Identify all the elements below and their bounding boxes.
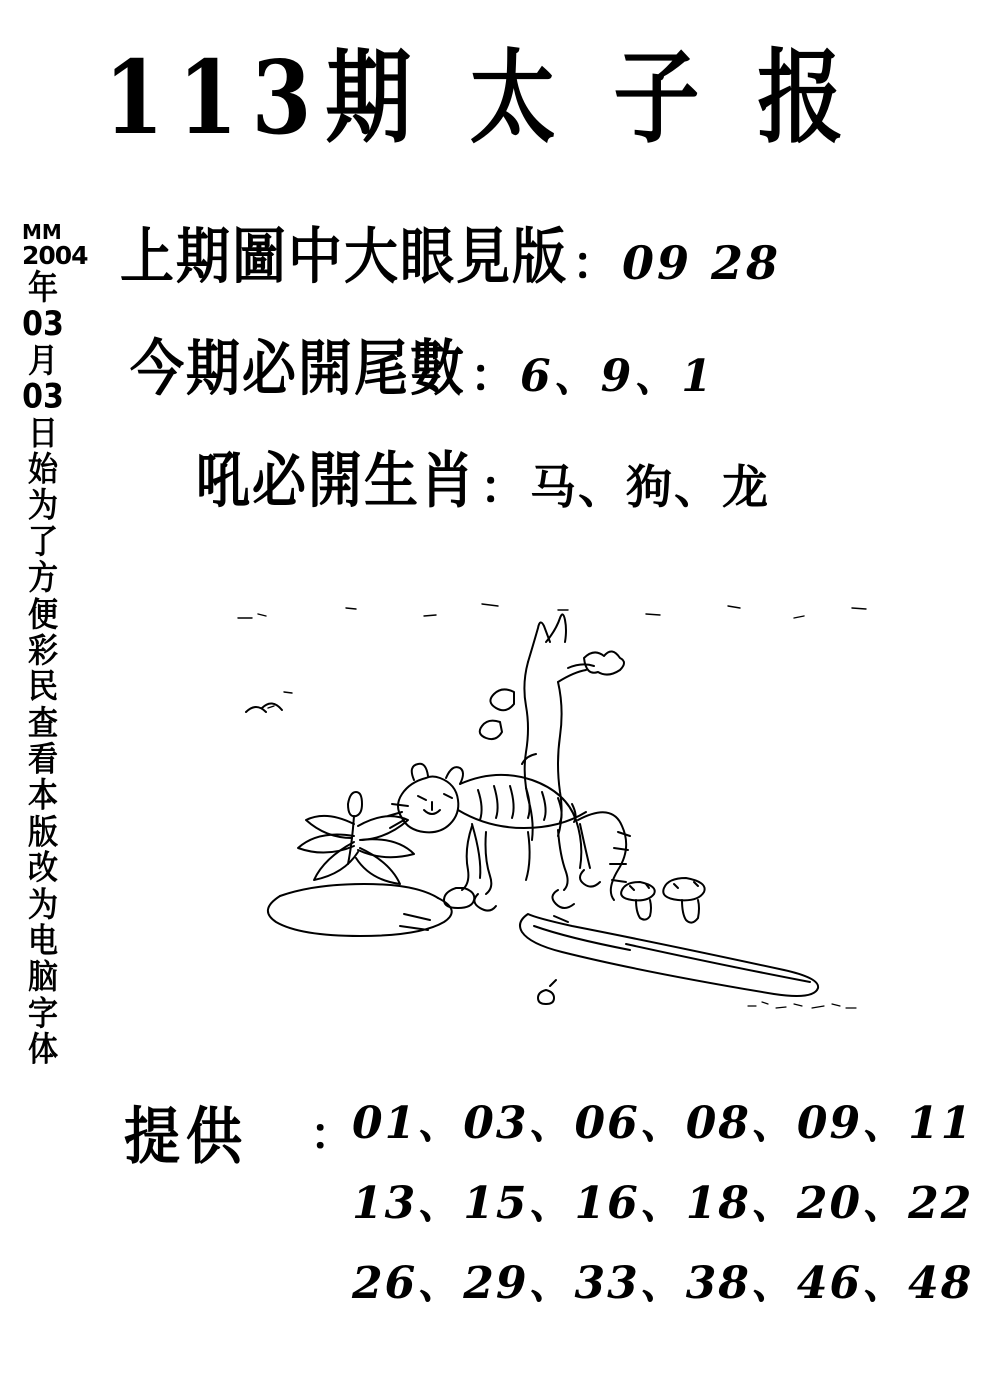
headline-value-2: 6、9、1 bbox=[520, 351, 715, 402]
headline-row-2 bbox=[130, 330, 715, 407]
headline-label-2: 今期必開尾數 bbox=[130, 331, 466, 404]
provide-colon: ： bbox=[310, 1109, 354, 1160]
number-row: 26、29、33、38、46、48 bbox=[352, 1258, 974, 1309]
side-note-date bbox=[22, 222, 108, 269]
tree-trunk bbox=[480, 614, 624, 840]
headline-colon-2: ： bbox=[470, 348, 516, 402]
headline-value-1: 09 28 bbox=[622, 236, 782, 290]
side-note bbox=[22, 222, 108, 1232]
mushrooms bbox=[621, 878, 705, 923]
number-row: 01、03、06、08、09、11 bbox=[352, 1098, 974, 1149]
provide-label: 提供 bbox=[124, 1100, 248, 1173]
page-title: 113期 太 子 报 bbox=[104, 38, 858, 158]
number-list bbox=[352, 1086, 974, 1322]
tiger-ink-drawing bbox=[228, 596, 888, 1046]
number-row: 13、15、16、18、20、22 bbox=[352, 1178, 974, 1229]
headline-colon-3: ： bbox=[480, 460, 526, 514]
seed-mark bbox=[538, 980, 556, 1004]
headline-colon-1: ： bbox=[572, 236, 618, 290]
headline-value-3: 马、狗、龙 bbox=[530, 460, 770, 514]
headline-row-1 bbox=[120, 218, 781, 295]
plant-clump bbox=[268, 792, 452, 936]
side-note-year: 2004 bbox=[22, 241, 88, 270]
speckle-group bbox=[238, 604, 866, 708]
tiger bbox=[388, 764, 630, 911]
speckle-bottom bbox=[748, 1002, 856, 1008]
side-note-mm: MM bbox=[22, 220, 62, 244]
ground-log bbox=[520, 914, 818, 996]
headline-row-3 bbox=[196, 442, 770, 519]
bird-mark bbox=[246, 703, 282, 712]
headline-label-1: 上期圖中大眼見版 bbox=[120, 219, 568, 292]
headline-label-3: 吼必開生肖 bbox=[196, 443, 476, 516]
side-note-vertical-text: 年03月03日始为了方便彩民查看本版改为电脑字体 bbox=[22, 269, 64, 1071]
